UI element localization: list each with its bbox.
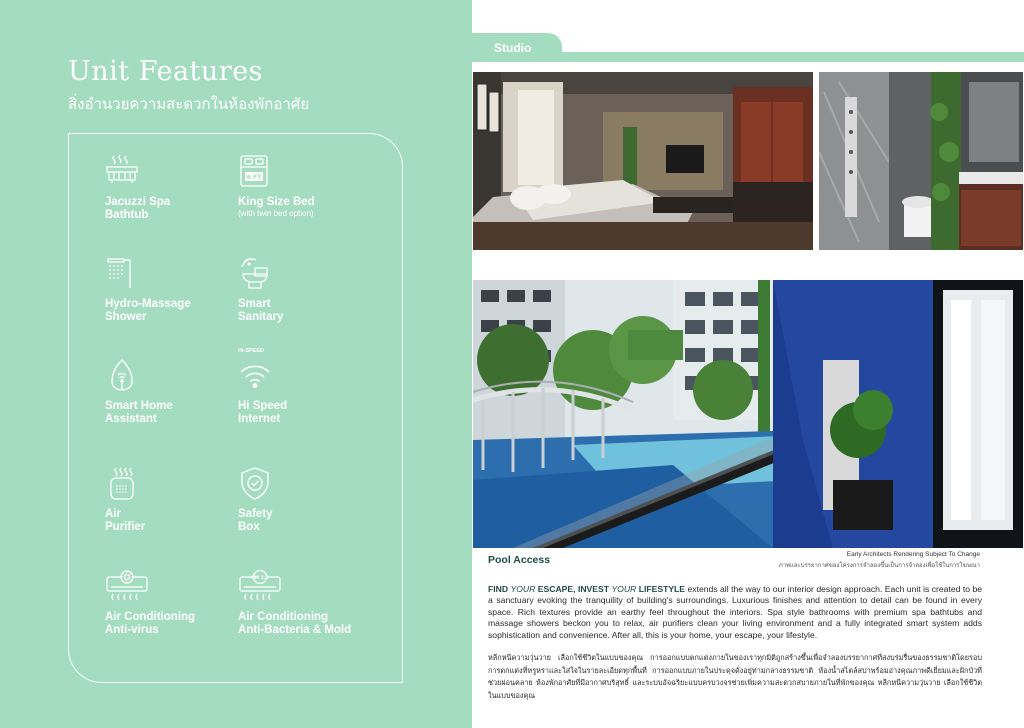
- bed-icon: [238, 154, 272, 188]
- tab-bar: [472, 52, 1024, 62]
- feature-safety-box-label: Safety Box: [238, 508, 273, 533]
- air-conditioner-pm-icon: [238, 569, 282, 603]
- feature-smart-home-label: Smart Home Assistant: [105, 400, 173, 425]
- body-text-th: หลีกหนีความวุ่นวาย เลือกใช้ชีวิตในแบบของคุณ การออกแบบตกแต่งภายในของเราทุกมิติถูกสร้างขึ้นเพื่อจำลองบรรยากาศที่สงบร่มรื่นของธรรมชาติโดยรอบ การตกแต่งที่หรูหราและใส่ใจในรายละเอียดทุกพื้นที่ การออกแบบภายในประดุจดั่งอยู่ท่ามกลางธรรมชาติ ห้องน้ำสไตล์สปาพร้อมอ่างคุณภาพดีเยี่ยมและฝักบัวที่ช่วยผ่อนคลาย ห้องพักอาศัยที่มีอากาศบริสุทธิ์ และระบบอัจฉริยะแบบครบวงจรช่วยเพิ่มความสะดวกสบายภายในที่พักของคุณ หลีกหนีความวุ่นวาย เลือกใช้ชีวิตในแบบของคุณ: [488, 653, 982, 700]
- safety-box-icon: [238, 466, 272, 500]
- bed-size-text: 6 FT: [246, 174, 262, 181]
- shower-icon: [105, 256, 139, 290]
- feature-jacuzzi-label: Jacuzzi Spa Bathtub: [105, 196, 171, 221]
- toilet-icon: [238, 256, 272, 290]
- smart-home-icon: [105, 358, 139, 392]
- bathroom-photo: [819, 72, 1023, 250]
- feature-air-purifier-label: Air Purifier: [105, 508, 146, 533]
- page-subtitle: สิ่งอำนวยความสะดวกในห้องพักอาศัย: [68, 95, 310, 113]
- body-en-content: extends all the way to our interior design approach. Each unit is created to be a sanctuary evoking the tranquility of building's surroundings. Luxurious finishes and attention to detail can be found in every space. Rich textures provide an earthy feel throughout the interiors. Spa style bathrooms with premium spa bathtubs and massage showers beckon you to relax, air purifiers clean your living environment and a fully integrated smart system adds sophistication and convenience. After all, this is your home, your escape, your lifestyle.: [488, 584, 983, 640]
- feature-ac-anti-bacteria-label: Air Conditioning Anti-Bacteria & Mold: [238, 611, 352, 636]
- unit-features-panel: [0, 0, 472, 728]
- feature-hi-speed-internet: [238, 348, 398, 426]
- bedroom-photo: [473, 72, 813, 250]
- feature-king-bed: [238, 154, 398, 219]
- body-text-en: [488, 584, 982, 641]
- page-title: Unit Features: [68, 56, 264, 87]
- pm-text: PM 2.5: [251, 576, 269, 581]
- rendering-credit-th: ภาพและบรรยากาศของโครงการจำลองขึ้นเป็นการจำลองเพื่อใช้ในการโฆษณา: [778, 563, 980, 569]
- feature-safety-box: [238, 466, 398, 534]
- hi-speed-tag: HI-SPEED: [238, 348, 264, 354]
- studio-panel: [472, 0, 1024, 728]
- air-purifier-icon: [105, 466, 139, 500]
- bathtub-icon: [105, 154, 139, 188]
- feature-shower-label: Hydro-Massage Shower: [105, 298, 191, 323]
- feature-king-bed-note: (with twin bed option): [238, 209, 314, 218]
- pool-access-label: Pool Access: [488, 554, 551, 566]
- feature-king-bed-label: King Size Bed: [238, 196, 315, 208]
- feature-ac-anti-bacteria: [238, 569, 398, 637]
- feature-hi-speed-label: Hi Speed Internet: [238, 400, 288, 425]
- feature-smart-sanitary-label: Smart Sanitary: [238, 298, 284, 323]
- body-lead: FIND YOUR ESCAPE, INVEST YOUR LIFESTYLE: [488, 584, 686, 594]
- feature-ac-anti-virus-label: Air Conditioning Anti-virus: [105, 611, 196, 636]
- studio-tab-label: Studio: [494, 41, 532, 55]
- features-box: [68, 133, 403, 683]
- pool-balcony-photo: [473, 280, 1023, 548]
- air-conditioner-virus-icon: [105, 569, 149, 603]
- rendering-credit-en: Early Architects Rendering Subject To Change: [846, 551, 980, 558]
- feature-smart-sanitary: [238, 256, 398, 324]
- wifi-icon: [238, 358, 272, 392]
